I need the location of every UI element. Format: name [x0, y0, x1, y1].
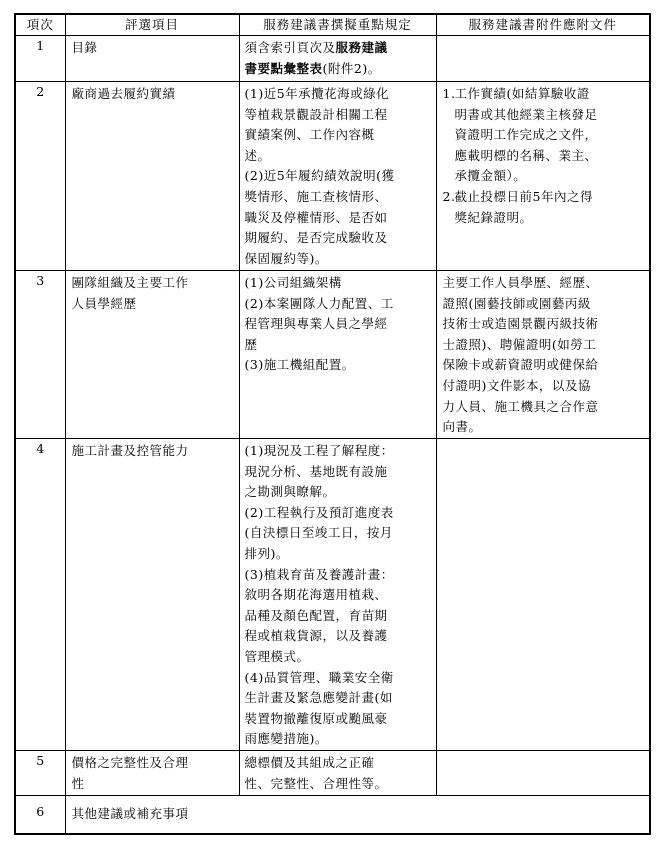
header-proposal-requirements: 服務建議書撰擬重點規定 [239, 14, 436, 36]
attachment-line: 證照(園藝技師或園藝丙級 [442, 295, 591, 311]
attachment-line: 付證明)文件影本，以及協 [442, 377, 591, 393]
requirement-line: (2)本案團隊人力配置、工 [244, 295, 394, 311]
requirement-line: (1)公司組織架構 [244, 275, 342, 290]
requirement-line: 期履約、是否完成驗收及 [244, 230, 388, 246]
attachment-line: 承攬金額）。 [454, 168, 527, 184]
requirement-line: (2)工程執行及預訂進度表 [244, 504, 394, 520]
requirement-line: 排列)。 [244, 545, 289, 561]
criteria-text: 性 [71, 775, 85, 791]
attachment-line: 力人員、施工機具之合作意 [442, 398, 599, 414]
requirement-line: (2)近5年履約績效說明(獲 [244, 168, 395, 184]
row-number: 4 [15, 439, 65, 751]
header-required-attachments: 服務建議書附件應附文件 [436, 14, 650, 36]
attachment-line: 工作實績(如結算驗收證 [454, 86, 590, 101]
requirement-line: 性、完整性、合理性等。 [244, 775, 388, 791]
list-number: 1. [442, 86, 456, 101]
header-row [15, 14, 650, 36]
attachment-line: 士證照)、聘僱證明(如勞工 [442, 336, 597, 352]
requirement-line: 程管理與專業人員之學經 [244, 316, 388, 332]
criteria-text: 目錄 [71, 40, 98, 55]
requirement-text: 須含索引頁次及服務建議 [244, 40, 388, 55]
criteria-text: 其他建議或補充事項 [71, 806, 189, 821]
row-number: 1 [15, 36, 65, 82]
attachment-line: 主要工作人員學歷、經歷、 [442, 275, 599, 290]
requirement-line: 品種及顏色配置，育苗期 [244, 607, 388, 623]
criteria-text: 廠商過去履約實績 [71, 86, 176, 101]
table-row [15, 271, 650, 439]
requirement-text: 書要點彙整表(附件2)。 [244, 60, 381, 76]
requirement-line: 之勘測與瞭解。 [244, 484, 336, 500]
attachment-line: 向書。 [442, 419, 482, 435]
requirement-line: (1)現況及工程了解程度： [244, 443, 394, 458]
table-row [15, 439, 650, 751]
attachment-list-item [443, 187, 647, 228]
requirement-line: 生計畫及緊急應變計畫(如 [244, 690, 393, 706]
attachment-line: 獎紀錄證明。 [454, 209, 533, 225]
table-row [15, 36, 650, 82]
attachment-list-item [443, 84, 647, 187]
requirement-line: (自決標日至竣工日，按月 [244, 525, 393, 541]
requirement-line: 管理模式。 [244, 648, 310, 664]
row-number: 6 [15, 796, 65, 834]
requirement-line: (4)品質管理、職業安全衛 [244, 669, 394, 685]
requirement-line: (3)植栽育苗及養護計畫： [244, 566, 394, 582]
attachment-line: 保險卡或薪資證明或健保給 [442, 357, 599, 373]
criteria-text: 人員學經歷 [71, 295, 137, 311]
attachment-cell [436, 439, 650, 751]
table-row [15, 751, 650, 796]
requirement-line: 獎情形、施工查核情形、 [244, 188, 388, 204]
row-number: 3 [15, 271, 65, 439]
row-number: 2 [15, 82, 65, 271]
requirement-line: 等植栽景觀設計相關工程 [244, 106, 388, 122]
attachment-line: 資證明工作完成之文件， [454, 127, 598, 143]
evaluation-table [14, 13, 651, 835]
requirement-line: 裝置物撤離復原或颱風豪 [244, 710, 388, 726]
requirement-line: 總標價及其組成之正確 [244, 755, 375, 770]
attachment-line: 應載明標的名稱、業主、 [454, 147, 598, 163]
requirement-line: 敘明各期花海選用植栽、 [244, 587, 388, 603]
row-number: 5 [15, 751, 65, 796]
attachment-line: 技術士或造園景觀丙級技術 [442, 316, 599, 332]
attachment-cell [436, 36, 650, 82]
table-row [15, 796, 650, 834]
header-item-no: 項次 [15, 14, 65, 36]
requirement-line: (3)施工機組配置。 [244, 357, 355, 373]
requirement-bold-text: 服務建議 [335, 40, 388, 55]
requirement-line: 職災及停權情形、是否如 [244, 209, 388, 225]
requirement-line: (1)近5年承攬花海或綠化 [244, 86, 390, 101]
requirement-line: 保固履約等)。 [244, 250, 328, 266]
requirement-line: 雨應變措施)。 [244, 731, 328, 747]
requirement-line: 程或植栽貨源，以及養護 [244, 628, 388, 644]
criteria-text: 團隊組織及主要工作 [71, 275, 189, 290]
list-number: 2. [442, 188, 456, 204]
requirement-line: 歷 [244, 336, 258, 352]
criteria-text: 價格之完整性及合理 [71, 755, 189, 770]
requirement-line: 實績案例、工作內容概 [244, 127, 375, 143]
attachment-line: 明書或其他經業主核發足 [454, 106, 598, 122]
table-row [15, 82, 650, 271]
criteria-text: 施工計畫及控管能力 [71, 443, 189, 458]
requirement-line: 現況分析、基地既有設施 [244, 463, 388, 479]
requirement-line: 述。 [244, 147, 271, 163]
attachment-line: 截止投標日前5年內之得 [454, 188, 593, 204]
header-criteria: 評選項目 [65, 14, 239, 36]
attachment-cell [436, 751, 650, 796]
